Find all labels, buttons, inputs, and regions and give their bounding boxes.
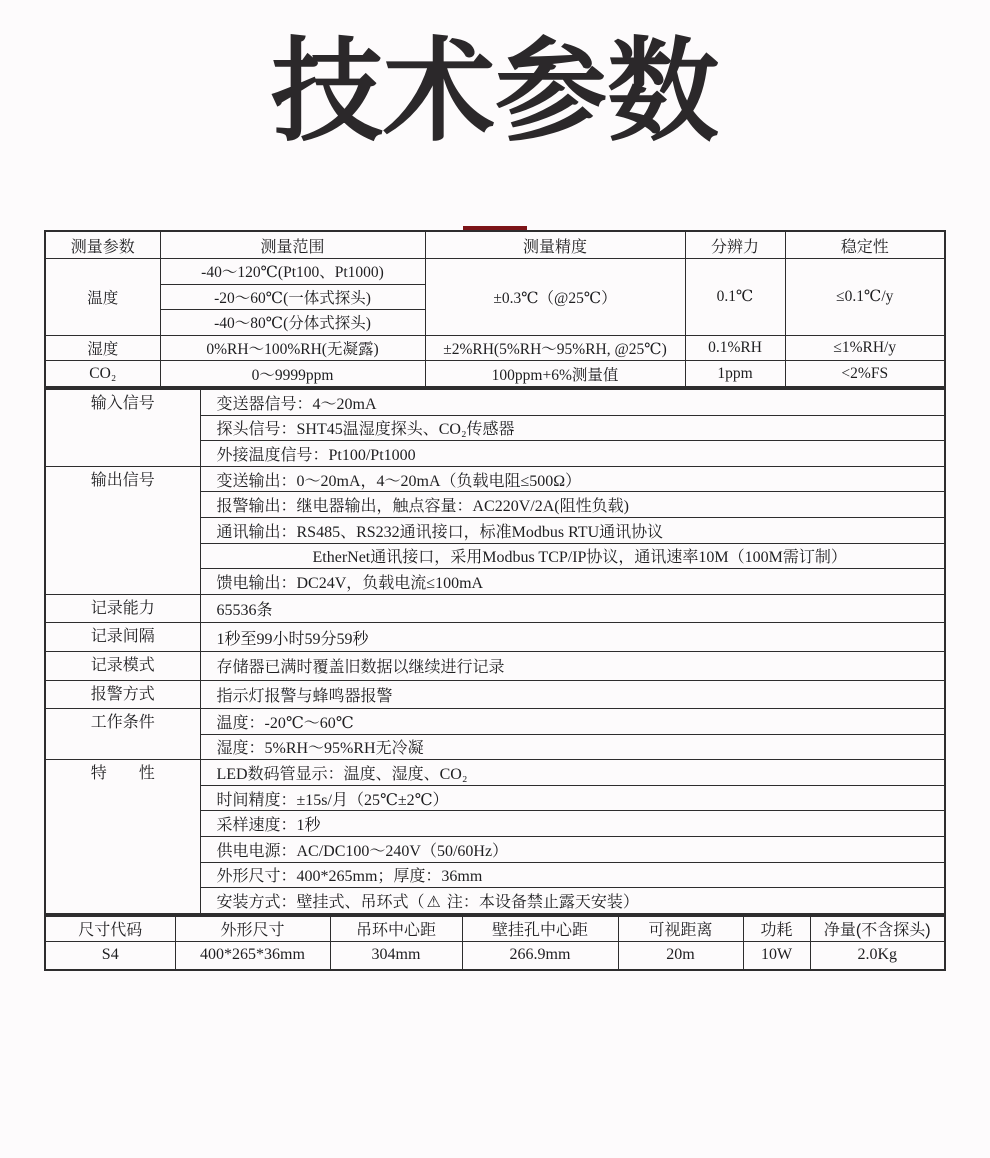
dimension-value-cell: 400*265*36mm [175, 941, 330, 970]
measurement-stability-cell: ≤1%RH/y [785, 335, 945, 361]
spec-row [45, 709, 945, 735]
measurement-param-cell: 湿度 [45, 335, 160, 361]
dimension-value-row [45, 941, 945, 970]
measurement-param-cell: 温度 [45, 259, 160, 336]
measurement-header-row [45, 231, 945, 259]
dimension-value-cell: 10W [743, 941, 810, 970]
spec-value-cell: 变送输出：0～20mA，4～20mA（负载电阻≤500Ω） [200, 466, 945, 492]
spec-row [45, 623, 945, 652]
measurement-range-cell: -40～80℃(分体式探头) [160, 310, 425, 336]
measurement-range-cell: 0～9999ppm [160, 361, 425, 387]
measurement-range-cell: -40～120℃(Pt100、Pt1000) [160, 259, 425, 285]
spec-value-cell: 供电电源：AC/DC100～240V（50/60Hz） [200, 837, 945, 863]
spec-value-cell: 1秒至99小时59分59秒 [200, 623, 945, 652]
spec-value-cell: 温度：-20℃～60℃ [200, 709, 945, 735]
measurement-table-head [45, 231, 945, 259]
spec-value-cell: 安装方式：壁挂式、吊环式（ ⚠ 注：本设备禁止露天安装） [200, 888, 945, 914]
measurement-table-body [45, 259, 945, 387]
page-title: 技术参数 [271, 29, 719, 154]
spec-label-cell: 记录能力 [45, 594, 200, 623]
spec-value-cell: EtherNet通讯接口，采用Modbus TCP/IP协议，通讯速率10M（100M需订制） [200, 543, 945, 569]
spec-table-body [45, 389, 945, 914]
spec-value-cell: 报警输出：继电器输出，触点容量：AC220V/2A(阻性负载) [200, 492, 945, 518]
spec-table [44, 388, 946, 915]
measurement-accuracy-cell: 100ppm+6%测量值 [425, 361, 685, 387]
dimension-value-cell: 2.0Kg [810, 941, 945, 970]
spec-value-cell: 采样速度：1秒 [200, 811, 945, 837]
spec-row [45, 594, 945, 623]
dimension-table-head [45, 916, 945, 942]
dimension-value-cell: 304mm [330, 941, 462, 970]
measurement-row [45, 335, 945, 361]
dimension-value-cell: 20m [618, 941, 743, 970]
spec-value-cell: 通讯输出：RS485、RS232通讯接口，标准Modbus RTU通讯协议 [200, 517, 945, 543]
spec-value-cell: 指示灯报警与蜂鸣器报警 [200, 680, 945, 709]
dimension-header-cell: 净量(不含探头) [810, 916, 945, 942]
measurement-header-cell: 测量参数 [45, 231, 160, 259]
dimension-value-cell: 266.9mm [462, 941, 618, 970]
spec-value-cell: 变送器信号：4～20mA [200, 389, 945, 415]
spec-label-cell: 工作条件 [45, 709, 200, 760]
dimension-header-cell: 外形尺寸 [175, 916, 330, 942]
dimension-header-cell: 功耗 [743, 916, 810, 942]
dimension-table-body [45, 941, 945, 970]
spec-label-cell: 输入信号 [45, 389, 200, 466]
measurement-stability-cell: ≤0.1℃/y [785, 259, 945, 336]
measurement-accuracy-cell: ±0.3℃（@25℃） [425, 259, 685, 336]
spec-row [45, 466, 945, 492]
measurement-row [45, 361, 945, 387]
dimension-table [44, 915, 946, 971]
measurement-stability-cell: <2%FS [785, 361, 945, 387]
dimension-header-cell: 吊环中心距 [330, 916, 462, 942]
dimension-header-cell: 可视距离 [618, 916, 743, 942]
measurement-resolution-cell: 0.1%RH [685, 335, 785, 361]
measurement-range-cell: -20～60℃(一体式探头) [160, 284, 425, 310]
measurement-param-cell: CO₂ [45, 361, 160, 387]
spec-row [45, 651, 945, 680]
measurement-header-cell: 稳定性 [785, 231, 945, 259]
measurement-header-cell: 测量范围 [160, 231, 425, 259]
spec-value-cell: 湿度：5%RH～95%RH无冷凝 [200, 734, 945, 760]
spec-value-cell: 探头信号：SHT45温湿度探头、CO₂传感器 [200, 415, 945, 441]
spec-row [45, 760, 945, 786]
spec-label-cell: 记录间隔 [45, 623, 200, 652]
spec-label-cell: 特 性 [45, 760, 200, 914]
measurement-header-cell: 分辨力 [685, 231, 785, 259]
spec-value-cell: 存储器已满时覆盖旧数据以继续进行记录 [200, 651, 945, 680]
spec-label-cell: 记录模式 [45, 651, 200, 680]
dimension-header-row [45, 916, 945, 942]
spec-label-cell: 输出信号 [45, 466, 200, 594]
spec-row [45, 389, 945, 415]
spec-value-cell: 馈电输出：DC24V，负载电流≤100mA [200, 569, 945, 595]
measurement-range-cell: 0%RH～100%RH(无凝露) [160, 335, 425, 361]
measurement-resolution-cell: 1ppm [685, 361, 785, 387]
warning-icon: ⚠ [426, 892, 441, 912]
spec-value-cell: 外接温度信号：Pt100/Pt1000 [200, 441, 945, 467]
measurement-resolution-cell: 0.1℃ [685, 259, 785, 336]
spec-value-cell: LED数码管显示：温度、湿度、CO₂ [200, 760, 945, 786]
spec-label-cell: 报警方式 [45, 680, 200, 709]
spec-value-cell: 外形尺寸：400*265mm；厚度：36mm [200, 862, 945, 888]
dimension-header-cell: 尺寸代码 [45, 916, 175, 942]
dimension-header-cell: 壁挂孔中心距 [462, 916, 618, 942]
spec-row [45, 680, 945, 709]
measurement-accuracy-cell: ±2%RH(5%RH～95%RH, @25℃) [425, 335, 685, 361]
spec-value-cell: 时间精度：±15s/月（25℃±2℃） [200, 785, 945, 811]
dimension-value-cell: S4 [45, 941, 175, 970]
measurement-table [44, 230, 946, 388]
measurement-row [45, 259, 945, 285]
measurement-header-cell: 测量精度 [425, 231, 685, 259]
spec-value-cell: 65536条 [200, 594, 945, 623]
